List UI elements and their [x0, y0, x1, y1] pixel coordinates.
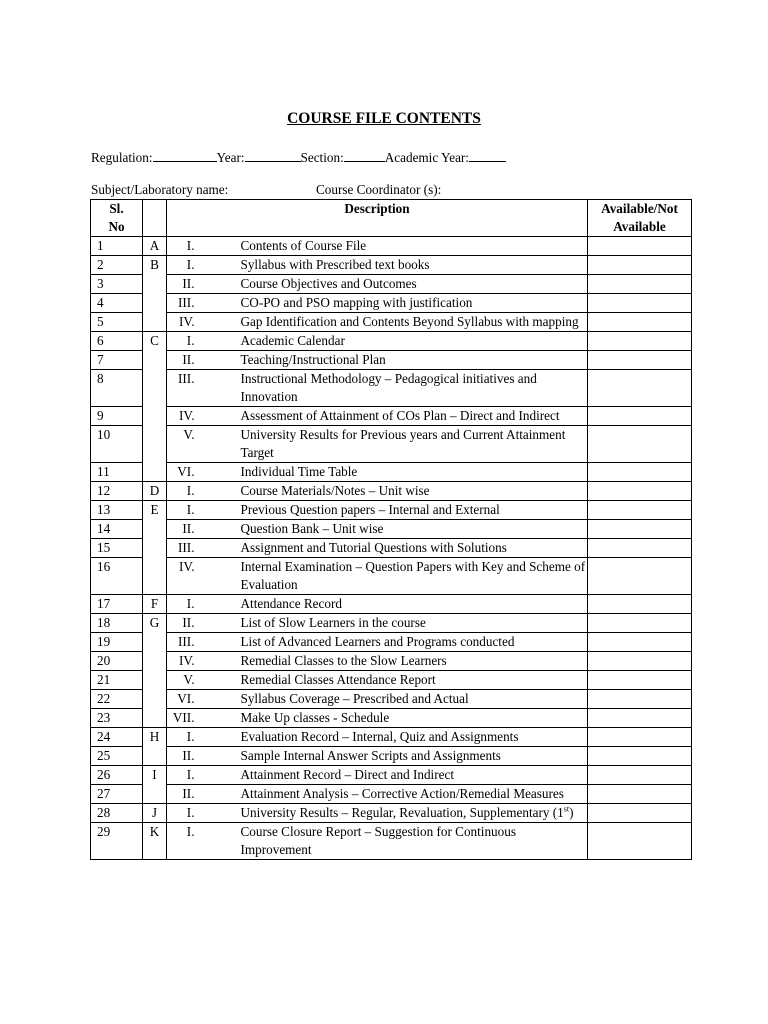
table-row [91, 728, 692, 747]
sl-no-cell: 1 [91, 237, 143, 256]
description-text: University Results – Regular, Revaluation, Supplementary (1 [240, 805, 564, 820]
description-cell: Course Objectives and Outcomes [218, 275, 588, 294]
description-cell: Assignment and Tutorial Questions with Solutions [218, 539, 588, 558]
roman-numeral-cell: V. [167, 671, 218, 690]
table-row [91, 237, 692, 256]
description-cell: Course Closure Report – Suggestion for Continuous Improvement [218, 823, 588, 860]
group-letter-cell: C [143, 332, 167, 351]
availability-cell[interactable] [588, 766, 692, 785]
group-letter-cell [143, 313, 167, 332]
description-cell: Internal Examination – Question Papers with Key and Scheme of Evaluation [218, 558, 588, 595]
sl-no-cell: 19 [91, 633, 143, 652]
regulation-blank[interactable] [153, 149, 217, 162]
sl-no-cell: 10 [91, 426, 143, 463]
header-fields-line [91, 149, 506, 166]
roman-numeral-cell: I. [167, 482, 218, 501]
sl-no-cell: 28 [91, 804, 143, 823]
table-row [91, 313, 692, 332]
year-blank[interactable] [245, 149, 301, 162]
roman-numeral-cell: I. [167, 728, 218, 747]
table-row [91, 558, 692, 595]
availability-cell[interactable] [588, 370, 692, 407]
sl-no-cell: 2 [91, 256, 143, 275]
availability-cell[interactable] [588, 728, 692, 747]
availability-cell[interactable] [588, 520, 692, 539]
sl-no-cell: 18 [91, 614, 143, 633]
sl-no-cell: 3 [91, 275, 143, 294]
sl-no-cell: 5 [91, 313, 143, 332]
description-cell: CO-PO and PSO mapping with justification [218, 294, 588, 313]
group-letter-cell [143, 690, 167, 709]
table-row [91, 351, 692, 370]
table-row [91, 690, 692, 709]
description-cell: Assessment of Attainment of COs Plan – Direct and Indirect [218, 407, 588, 426]
table-row [91, 501, 692, 520]
table-row [91, 370, 692, 407]
sl-no-cell: 22 [91, 690, 143, 709]
table-row [91, 709, 692, 728]
group-letter-cell [143, 370, 167, 407]
availability-cell[interactable] [588, 407, 692, 426]
group-letter-cell [143, 351, 167, 370]
group-letter-cell: B [143, 256, 167, 275]
group-letter-cell: K [143, 823, 167, 860]
availability-cell[interactable] [588, 313, 692, 332]
group-letter-cell: D [143, 482, 167, 501]
table-row [91, 482, 692, 501]
table-row [91, 332, 692, 351]
description-cell: List of Advanced Learners and Programs conducted [218, 633, 588, 652]
sl-no-cell: 15 [91, 539, 143, 558]
sl-no-cell: 27 [91, 785, 143, 804]
roman-numeral-cell: I. [167, 332, 218, 351]
group-letter-cell: F [143, 595, 167, 614]
availability-cell[interactable] [588, 332, 692, 351]
sl-no-cell: 7 [91, 351, 143, 370]
table-row [91, 463, 692, 482]
description-cell: Attainment Record – Direct and Indirect [218, 766, 588, 785]
description-cell: Syllabus with Prescribed text books [218, 256, 588, 275]
availability-cell[interactable] [588, 652, 692, 671]
group-letter-cell [143, 709, 167, 728]
group-letter-cell [143, 747, 167, 766]
availability-header: Available/Not Available [588, 200, 692, 237]
group-letter-cell [143, 671, 167, 690]
description-cell: Previous Question papers – Internal and External [218, 501, 588, 520]
description-cell: Teaching/Instructional Plan [218, 351, 588, 370]
sl-no-cell: 14 [91, 520, 143, 539]
availability-cell[interactable] [588, 690, 692, 709]
table-row [91, 520, 692, 539]
group-letter-cell [143, 294, 167, 313]
group-letter-cell: E [143, 501, 167, 520]
description-cell: University Results for Previous years and Current Attainment Target [218, 426, 588, 463]
roman-numeral-cell: II. [167, 614, 218, 633]
sl-no-cell: 6 [91, 332, 143, 351]
group-letter-cell [143, 426, 167, 463]
description-cell: Individual Time Table [218, 463, 588, 482]
roman-numeral-cell: IV. [167, 313, 218, 332]
roman-numeral-cell: III. [167, 370, 218, 407]
subject-line [91, 182, 442, 198]
availability-cell[interactable] [588, 501, 692, 520]
roman-numeral-cell: I. [167, 804, 218, 823]
section-blank[interactable] [344, 149, 385, 162]
sl-no-cell: 24 [91, 728, 143, 747]
availability-cell[interactable] [588, 426, 692, 463]
sl-no-header: Sl. No [91, 200, 143, 237]
sl-no-cell: 12 [91, 482, 143, 501]
contents-table [90, 199, 692, 860]
group-letter-cell [143, 558, 167, 595]
availability-cell[interactable] [588, 294, 692, 313]
roman-numeral-cell: I. [167, 256, 218, 275]
description-header: Description [167, 200, 588, 237]
roman-numeral-cell: V. [167, 426, 218, 463]
roman-numeral-cell: I. [167, 237, 218, 256]
group-letter-cell: H [143, 728, 167, 747]
roman-numeral-cell: II. [167, 747, 218, 766]
table-row [91, 595, 692, 614]
sl-no-cell: 21 [91, 671, 143, 690]
table-row [91, 407, 692, 426]
page-title: COURSE FILE CONTENTS [287, 110, 481, 127]
sl-no-cell: 13 [91, 501, 143, 520]
sl-no-cell: 23 [91, 709, 143, 728]
table-header-row [91, 200, 692, 237]
sl-no-cell: 25 [91, 747, 143, 766]
description-cell: Question Bank – Unit wise [218, 520, 588, 539]
regulation-label: Regulation: [91, 150, 153, 165]
availability-cell[interactable] [588, 237, 692, 256]
sl-no-cell: 17 [91, 595, 143, 614]
description-cell: Make Up classes - Schedule [218, 709, 588, 728]
group-letter-cell: J [143, 804, 167, 823]
table-row [91, 652, 692, 671]
availability-cell[interactable] [588, 482, 692, 501]
roman-numeral-cell: IV. [167, 652, 218, 671]
roman-numeral-cell: III. [167, 294, 218, 313]
description-cell: List of Slow Learners in the course [218, 614, 588, 633]
table-row [91, 633, 692, 652]
sl-no-cell: 16 [91, 558, 143, 595]
availability-cell[interactable] [588, 558, 692, 595]
roman-numeral-cell: II. [167, 785, 218, 804]
group-header [143, 200, 167, 237]
table-row [91, 823, 692, 860]
roman-numeral-cell: II. [167, 520, 218, 539]
sl-no-cell: 9 [91, 407, 143, 426]
group-letter-cell [143, 539, 167, 558]
section-label: Section: [300, 150, 344, 165]
roman-numeral-cell: IV. [167, 407, 218, 426]
roman-numeral-cell: I. [167, 766, 218, 785]
academic-year-label: Academic Year: [384, 150, 469, 165]
sl-no-cell: 4 [91, 294, 143, 313]
table-row [91, 294, 692, 313]
description-tail: ) [569, 805, 574, 820]
roman-numeral-cell: VI. [167, 463, 218, 482]
academic-year-blank[interactable] [469, 149, 506, 162]
roman-numeral-cell: I. [167, 501, 218, 520]
availability-cell[interactable] [588, 785, 692, 804]
description-cell: Attendance Record [218, 595, 588, 614]
coordinator-label: Course Coordinator (s): [316, 182, 442, 197]
roman-numeral-cell: I. [167, 595, 218, 614]
sl-no-cell: 29 [91, 823, 143, 860]
availability-cell[interactable] [588, 275, 692, 294]
table-row [91, 804, 692, 823]
description-superscript: st [563, 804, 570, 814]
roman-numeral-cell: IV. [167, 558, 218, 595]
group-letter-cell [143, 633, 167, 652]
group-letter-cell: A [143, 237, 167, 256]
group-letter-cell [143, 407, 167, 426]
group-letter-cell [143, 463, 167, 482]
description-cell: Sample Internal Answer Scripts and Assignments [218, 747, 588, 766]
description-cell: Contents of Course File [218, 237, 588, 256]
roman-numeral-cell: VII. [167, 709, 218, 728]
description-cell: Gap Identification and Contents Beyond Syllabus with mapping [218, 313, 588, 332]
group-letter-cell: I [143, 766, 167, 785]
description-cell: Evaluation Record – Internal, Quiz and Assignments [218, 728, 588, 747]
availability-cell[interactable] [588, 614, 692, 633]
availability-cell[interactable] [588, 823, 692, 860]
table-row [91, 256, 692, 275]
sl-no-cell: 11 [91, 463, 143, 482]
group-letter-cell [143, 275, 167, 294]
table-row [91, 614, 692, 633]
availability-cell[interactable] [588, 463, 692, 482]
availability-cell[interactable] [588, 709, 692, 728]
group-letter-cell [143, 520, 167, 539]
description-cell: Remedial Classes Attendance Report [218, 671, 588, 690]
description-cell: Syllabus Coverage – Prescribed and Actual [218, 690, 588, 709]
roman-numeral-cell: VI. [167, 690, 218, 709]
sl-no-cell: 8 [91, 370, 143, 407]
subject-label: Subject/Laboratory name: [91, 182, 229, 197]
table-row [91, 671, 692, 690]
availability-cell[interactable] [588, 539, 692, 558]
roman-numeral-cell: II. [167, 275, 218, 294]
description-cell [218, 804, 588, 823]
roman-numeral-cell: I. [167, 823, 218, 860]
table-row [91, 426, 692, 463]
availability-cell[interactable] [588, 671, 692, 690]
description-cell: Remedial Classes to the Slow Learners [218, 652, 588, 671]
availability-cell[interactable] [588, 351, 692, 370]
table-row [91, 275, 692, 294]
availability-cell[interactable] [588, 256, 692, 275]
year-label: Year: [216, 150, 245, 165]
group-letter-cell [143, 785, 167, 804]
description-cell: Attainment Analysis – Corrective Action/Remedial Measures [218, 785, 588, 804]
availability-cell[interactable] [588, 747, 692, 766]
roman-numeral-cell: III. [167, 539, 218, 558]
description-cell: Course Materials/Notes – Unit wise [218, 482, 588, 501]
table-row [91, 766, 692, 785]
description-cell: Instructional Methodology – Pedagogical initiatives and Innovation [218, 370, 588, 407]
roman-numeral-cell: II. [167, 351, 218, 370]
table-row [91, 785, 692, 804]
sl-no-cell: 26 [91, 766, 143, 785]
availability-cell[interactable] [588, 595, 692, 614]
group-letter-cell: G [143, 614, 167, 633]
table-row [91, 747, 692, 766]
sl-no-cell: 20 [91, 652, 143, 671]
group-letter-cell [143, 652, 167, 671]
table-row [91, 539, 692, 558]
description-cell: Academic Calendar [218, 332, 588, 351]
availability-cell[interactable] [588, 804, 692, 823]
availability-cell[interactable] [588, 633, 692, 652]
roman-numeral-cell: III. [167, 633, 218, 652]
